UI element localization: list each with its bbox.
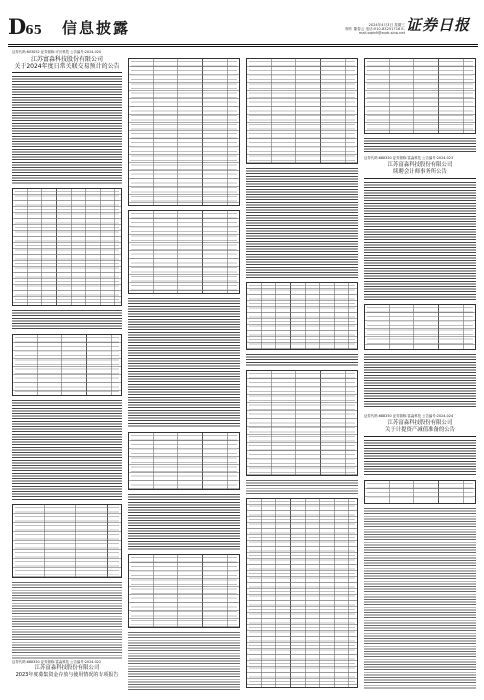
page-letter: D: [8, 14, 26, 39]
column-2: [128, 58, 240, 690]
data-table: [128, 58, 240, 206]
body-text: [128, 494, 240, 550]
data-table: [128, 554, 240, 628]
body-text: [246, 480, 358, 494]
data-table: [246, 498, 358, 688]
announcement-title: 2023年度募集资金存放与使用情况的专项报告: [15, 672, 119, 678]
column-4: [364, 58, 476, 690]
masthead-rule-thin: [8, 46, 478, 47]
body-text: [364, 182, 476, 300]
announcement-title: 续聘会计师事务所公告: [393, 169, 447, 175]
announcement-code-line: 证券代码:688350 证券简称:富淼科技 公告编号:2024-022: [12, 660, 102, 664]
body-text: [246, 168, 358, 278]
data-table: [246, 282, 358, 350]
data-table: [12, 334, 122, 396]
data-table: [128, 210, 240, 294]
title-divider: [364, 178, 476, 179]
body-text: [128, 298, 240, 428]
body-text: [12, 310, 122, 330]
body-text: [128, 632, 240, 690]
data-table: [128, 432, 240, 490]
announcement-company: 江苏富淼科技股份有限公司: [387, 420, 453, 426]
data-table: [246, 58, 358, 164]
announcement-company: 江苏富淼科技股份有限公司: [30, 56, 103, 63]
body-text: [364, 508, 476, 690]
masthead: [0, 0, 484, 44]
announcement-code-line: 证券代码:688350 证券简称:富淼科技 公告编号:2024-023: [364, 156, 454, 160]
announcement-title: 关于计提资产减值准备的公告: [384, 427, 456, 433]
announcement-code-line: 证券代码:603052 证券简称:可川科技 公告编号:2024-020: [12, 50, 102, 54]
body-text: [364, 440, 476, 476]
page-number: [8, 16, 42, 41]
announcement-company: 江苏富淼科技股份有限公司: [387, 162, 453, 168]
page-digits: 65: [25, 23, 42, 37]
body-text: [12, 400, 122, 500]
data-table: [364, 480, 476, 504]
title-divider: [12, 72, 122, 73]
body-text: [364, 354, 476, 408]
data-table: [12, 188, 122, 306]
announcement-title: 关于2024年度日常关联交易预计的公告: [14, 63, 120, 70]
body-text: [12, 582, 122, 660]
data-table: [246, 370, 358, 476]
dateline: [305, 23, 405, 36]
dateline-contact: 制作 董春云 电话:010-83251716 E-mail:zqrb9@zqrb.sina.net: [345, 27, 405, 36]
body-text: [246, 354, 358, 366]
announcement-company: 江苏富淼科技股份有限公司: [34, 665, 100, 671]
dateline-date: 2024年4月3日 星期三: [368, 23, 405, 27]
data-table: [12, 504, 122, 578]
column-3: [246, 58, 358, 690]
body-text: [364, 138, 476, 152]
section-title: 信息披露: [62, 19, 131, 37]
data-table: [364, 304, 476, 350]
body-text: [12, 76, 122, 184]
data-table: [364, 58, 476, 134]
title-divider: [364, 436, 476, 437]
announcement-code-line: 证券代码:688350 证券简称:富淼科技 公告编号:2024-024: [364, 414, 454, 418]
column-1: [12, 50, 122, 690]
newspaper-logo: 证券日报: [405, 16, 470, 34]
